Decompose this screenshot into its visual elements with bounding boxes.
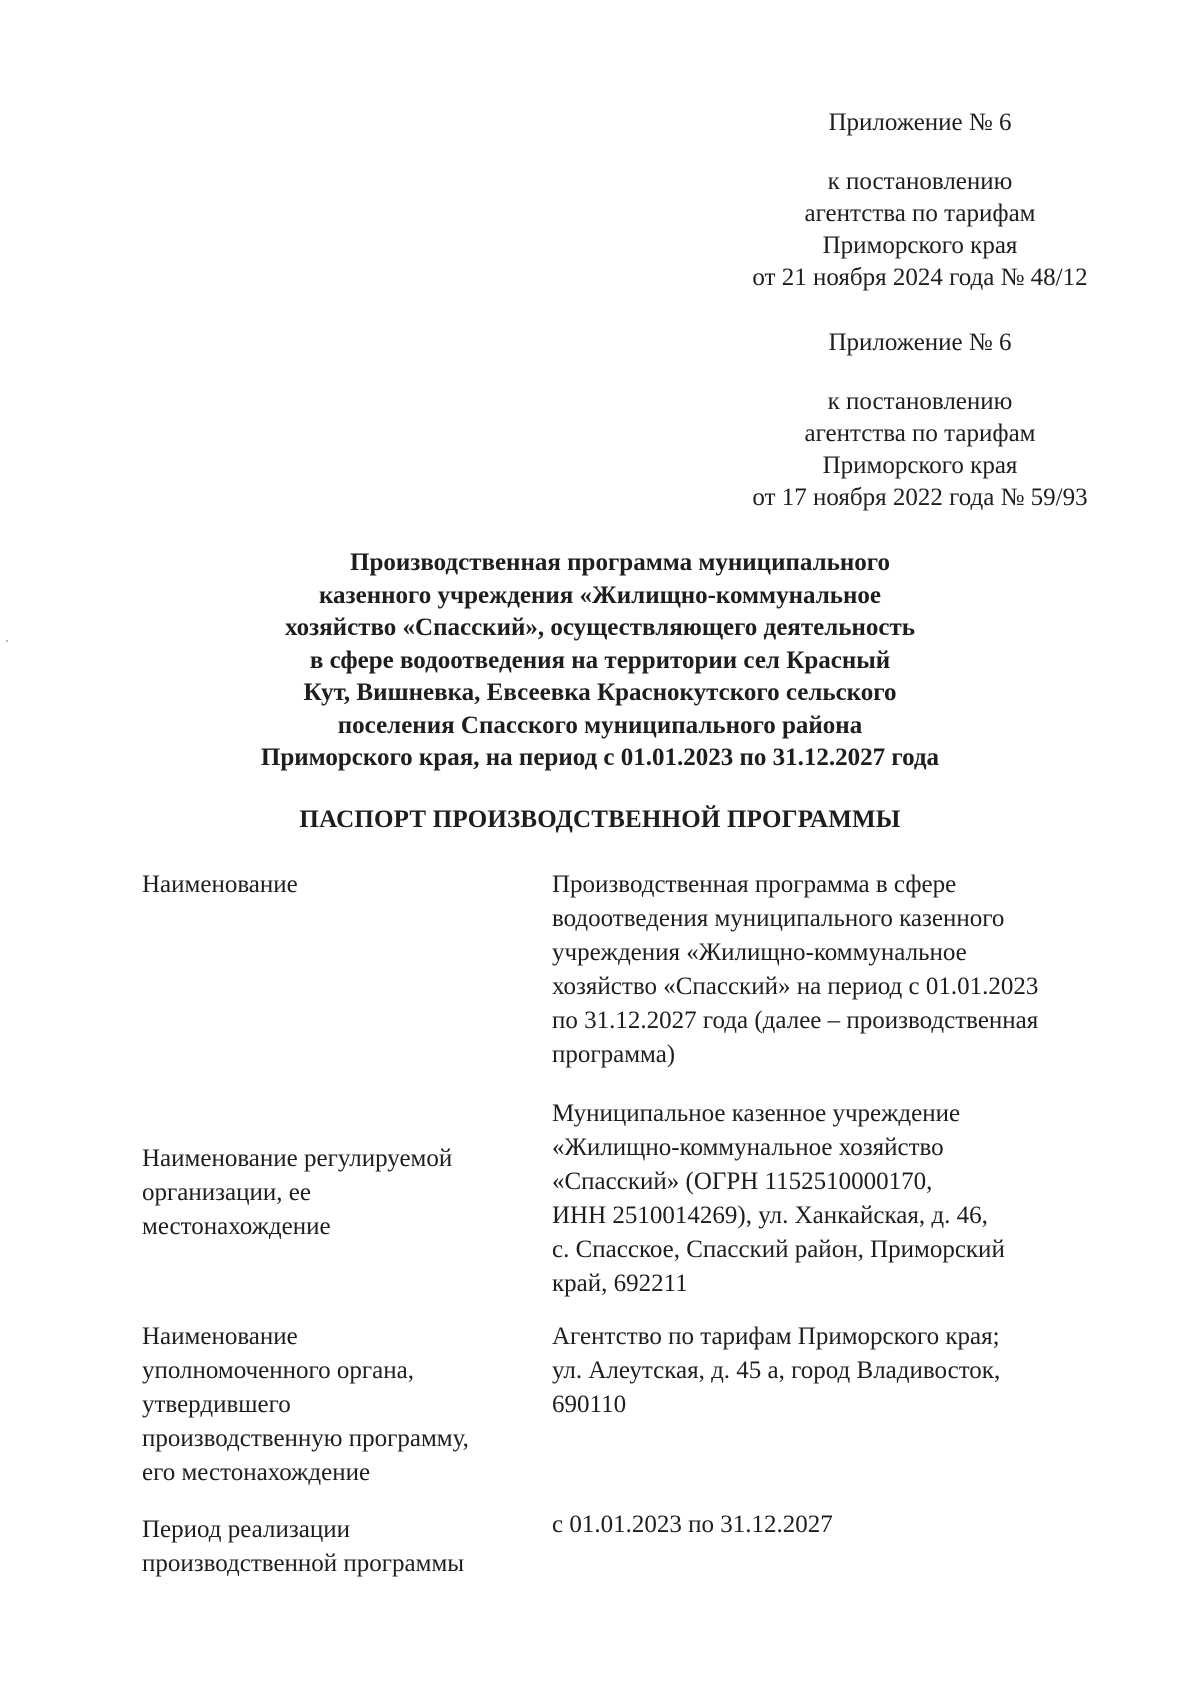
appendix-line: к постановлению bbox=[827, 388, 1013, 415]
value-line: край, 692211 bbox=[552, 1270, 688, 1297]
value-line: Муниципальное казенное учреждение bbox=[552, 1100, 961, 1127]
passport-row-value-authority bbox=[552, 1320, 1152, 1422]
scan-artifact bbox=[6, 640, 8, 642]
value-line: хозяйство «Спасский» на период с 01.01.2023 bbox=[552, 973, 1039, 1000]
appendix-line: агентства по тарифам bbox=[804, 200, 1036, 227]
label-line: уполномоченного органа, bbox=[142, 1357, 414, 1384]
value-line: водоотведения муниципального казенного bbox=[552, 905, 1005, 932]
value-line: ИНН 2510014269), ул. Ханкайская, д. 46, bbox=[552, 1202, 988, 1229]
label-line: Наименование bbox=[142, 871, 298, 898]
label-line: местонахождение bbox=[142, 1213, 331, 1240]
label-line: производственной программы bbox=[142, 1550, 465, 1577]
appendix-header-original bbox=[700, 327, 1140, 514]
value-line: 690110 bbox=[552, 1391, 627, 1418]
value-line: «Спасский» (ОГРН 1152510000170, bbox=[552, 1168, 933, 1195]
appendix-line: агентства по тарифам bbox=[804, 420, 1036, 447]
passport-row-label-organization bbox=[142, 1142, 532, 1244]
appendix-number: Приложение № 6 bbox=[828, 109, 1012, 136]
value-line: ул. Алеутская, д. 45 а, город Владивосток, bbox=[552, 1357, 1001, 1384]
value-line: с 01.01.2023 по 31.12.2027 bbox=[552, 1511, 833, 1538]
label-line: Наименование bbox=[142, 1323, 298, 1350]
title-line: Производственная программа муниципального bbox=[350, 549, 890, 576]
title-line: казенного учреждения «Жилищно-коммунальное bbox=[319, 581, 881, 609]
title-line: поселения Спасского муниципального района bbox=[337, 711, 863, 739]
title-line: хозяйство «Спасский», осуществляющего деятельность bbox=[285, 614, 915, 641]
value-line: «Жилищно-коммунальное хозяйство bbox=[552, 1134, 944, 1161]
label-line: Период реализации bbox=[142, 1516, 350, 1543]
passport-heading: ПАСПОРТ ПРОИЗВОДСТВЕННОЙ ПРОГРАММЫ bbox=[299, 806, 901, 833]
appendix-header-current bbox=[700, 107, 1140, 294]
value-line: с. Спасское, Спасский район, Приморский bbox=[552, 1236, 1005, 1263]
document-title bbox=[160, 547, 1040, 775]
appendix-line: к постановлению bbox=[827, 168, 1013, 195]
appendix-line: Приморского края bbox=[822, 232, 1018, 259]
label-line: производственную программу, bbox=[142, 1425, 469, 1452]
label-line: его местонахождение bbox=[142, 1459, 371, 1486]
value-line: по 31.12.2027 года (далее – производственная bbox=[552, 1007, 1039, 1034]
value-line: Агентство по тарифам Приморского края; bbox=[552, 1323, 1000, 1350]
passport-row-label-name bbox=[142, 868, 532, 902]
value-line: Производственная программа в сфере bbox=[552, 871, 957, 898]
label-line: утвердившего bbox=[142, 1391, 291, 1418]
title-line: Приморского края, на период с 01.01.2023 по 31.12.2027 года bbox=[260, 744, 940, 771]
appendix-line: Приморского края bbox=[822, 452, 1018, 479]
label-line: Наименование регулируемой bbox=[142, 1145, 453, 1172]
appendix-date-line: от 17 ноября 2022 года № 59/93 bbox=[752, 484, 1088, 511]
title-line: Кут, Вишневка, Евсеевка Краснокутского сельского bbox=[303, 679, 897, 706]
title-line: в сфере водоотведения на территории сел Красный bbox=[309, 646, 891, 674]
label-line: организации, ее bbox=[142, 1179, 311, 1206]
passport-row-label-period bbox=[142, 1513, 532, 1581]
appendix-date-line: от 21 ноября 2024 года № 48/12 bbox=[752, 264, 1088, 291]
appendix-number: Приложение № 6 bbox=[828, 329, 1012, 356]
passport-row-value-name bbox=[552, 868, 1152, 1072]
passport-row-label-authority bbox=[142, 1320, 532, 1490]
value-line: программа) bbox=[552, 1041, 676, 1068]
value-line: учреждения «Жилищно-коммунальное bbox=[552, 939, 967, 966]
passport-row-value-organization bbox=[552, 1097, 1152, 1301]
passport-row-value-period bbox=[552, 1508, 1152, 1542]
